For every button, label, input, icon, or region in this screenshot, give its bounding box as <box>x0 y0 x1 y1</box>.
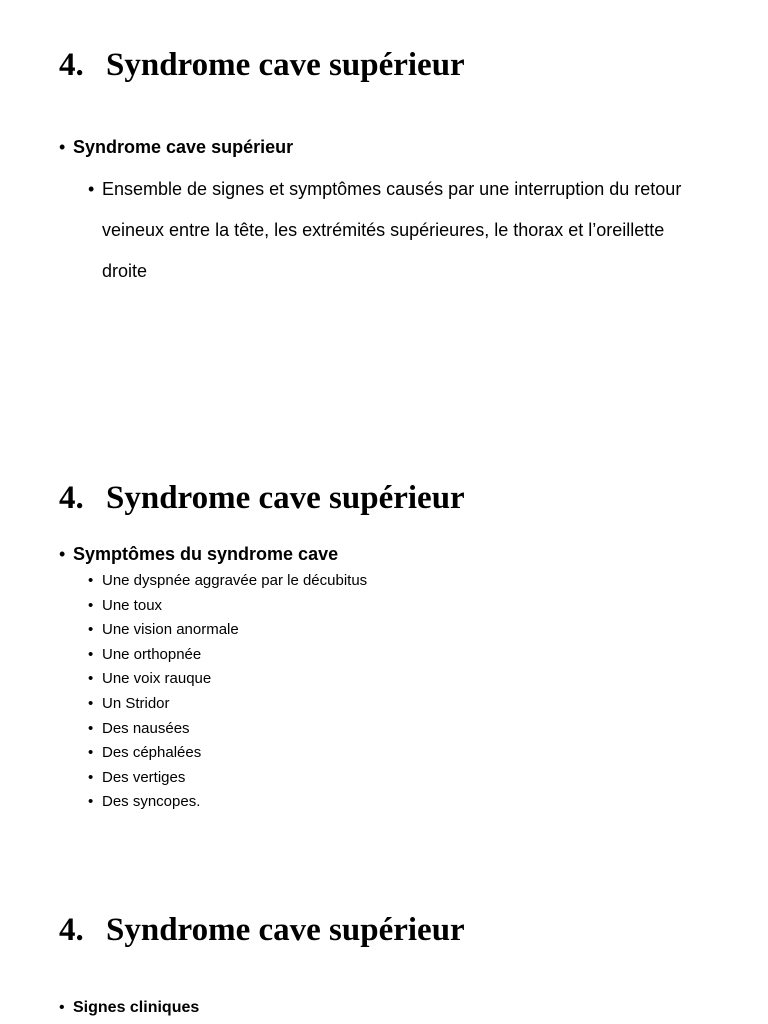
bullet-icon: • <box>88 768 94 786</box>
bullet-icon: • <box>88 572 94 589</box>
slide-3 <box>0 860 768 1024</box>
list-item-text: Une dyspnée aggravée par le décubitus <box>102 572 368 589</box>
slide-1-definition <box>88 169 702 292</box>
bullet-icon: • <box>88 744 94 762</box>
list-item-text: Une vision anormale <box>102 621 239 639</box>
bullet-icon: • <box>88 621 94 639</box>
slide-1-heading <box>59 135 293 159</box>
list-item-text: Des nausées <box>102 719 190 737</box>
slide-1 <box>0 0 768 430</box>
list-item-text: Un Stridor <box>102 694 170 712</box>
slide-2-title <box>59 478 465 518</box>
list-item <box>88 766 367 791</box>
list-item <box>88 741 367 766</box>
slide-3-title <box>59 910 465 950</box>
list-item-text: Des vertiges <box>102 768 186 786</box>
slide-3-title-text: Syndrome cave supérieur <box>106 912 465 948</box>
slide-2 <box>0 430 768 860</box>
bullet-icon: • <box>59 999 65 1016</box>
symptom-list <box>88 569 367 815</box>
list-item-text: Des syncopes. <box>102 793 201 811</box>
bullet-icon: • <box>88 670 94 688</box>
bullet-icon: • <box>88 596 94 614</box>
slide-2-heading <box>59 542 338 566</box>
list-item <box>88 667 367 692</box>
list-item <box>88 618 367 643</box>
list-item-text: Une orthopnée <box>102 645 202 663</box>
list-item <box>88 594 367 619</box>
list-item <box>88 790 367 815</box>
list-item-text: Une voix rauque <box>102 670 212 688</box>
slide-3-heading <box>59 997 199 1019</box>
slide-1-title-number: 4. <box>59 47 84 83</box>
list-item-text: Des céphalées <box>102 744 202 762</box>
slide-3-heading-text: Signes cliniques <box>73 999 200 1016</box>
list-item <box>88 569 367 594</box>
bullet-icon: • <box>59 137 66 157</box>
list-item <box>88 717 367 742</box>
slide-1-title-text: Syndrome cave supérieur <box>106 47 465 83</box>
bullet-icon: • <box>88 694 94 712</box>
slide-2-title-text: Syndrome cave supérieur <box>106 480 465 516</box>
list-item-text: Une toux <box>102 596 163 614</box>
bullet-icon: • <box>88 793 94 811</box>
slide-2-heading-text: Symptômes du syndrome cave <box>73 544 339 564</box>
slide-2-title-number: 4. <box>59 480 84 516</box>
definition-item <box>88 169 702 292</box>
list-item <box>88 643 367 668</box>
definition-text: Ensemble de signes et symptômes causés par une interruption du retour veineux entre la tête, les extrémités supérieures, le thorax et l’oreillette droite <box>102 179 682 281</box>
slide-3-title-number: 4. <box>59 912 84 948</box>
bullet-icon: • <box>59 544 66 564</box>
list-item <box>88 692 367 717</box>
slide-1-heading-text: Syndrome cave supérieur <box>73 137 294 157</box>
bullet-icon: • <box>88 645 94 663</box>
bullet-icon: • <box>88 179 95 199</box>
slide-1-title <box>59 45 465 85</box>
bullet-icon: • <box>88 719 94 737</box>
